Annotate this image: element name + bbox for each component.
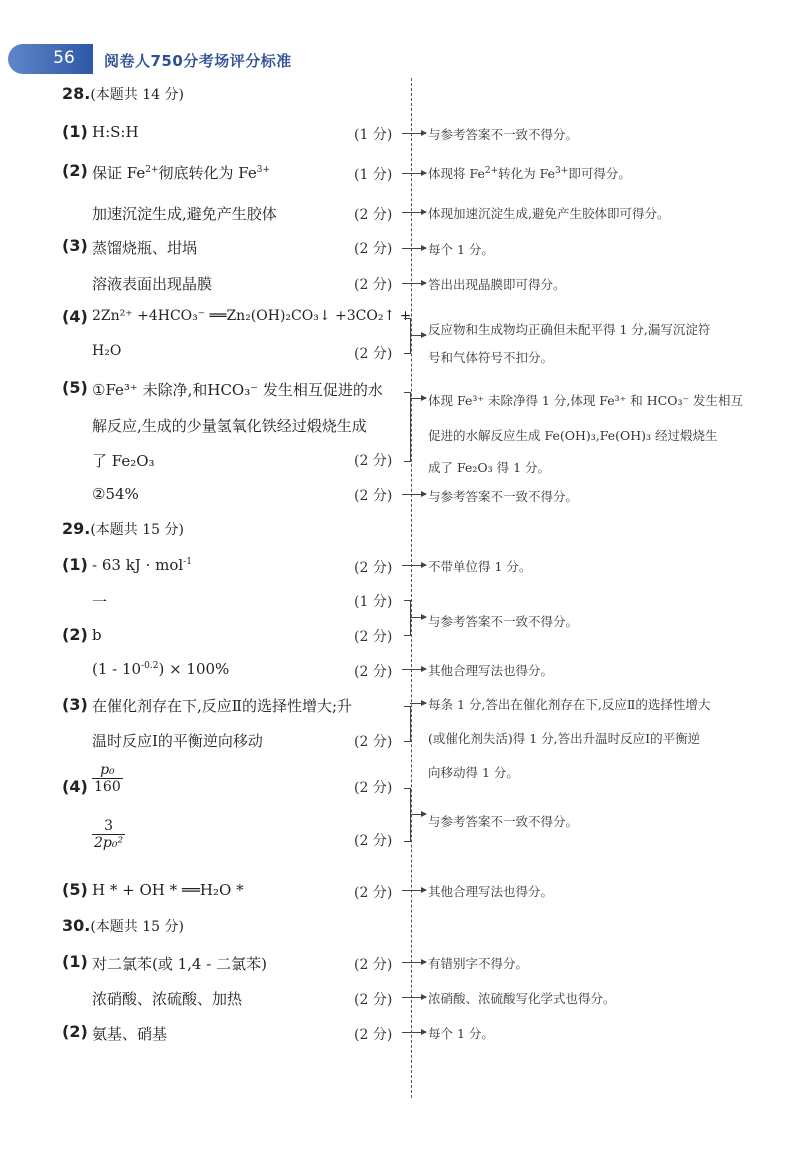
score: (2 分) [354, 453, 393, 469]
score: (2 分) [354, 488, 393, 504]
grading-comment: 有错别字不得分。 [428, 956, 529, 971]
fraction: $\frac{\text{p₀}}{160}$ [94, 762, 121, 796]
score: (2 分) [354, 629, 393, 645]
answer-text: 保证 $Fe^{2+}$彻底转化为 $Fe^{3+}$ [92, 164, 271, 182]
arrow-icon [402, 669, 426, 670]
arrow-icon [402, 212, 426, 213]
arrow-icon [410, 617, 426, 618]
answer-line: 在催化剂存在下,反应Ⅱ的选择性增大;升 [92, 697, 353, 715]
arrow-icon [402, 133, 426, 134]
equation-line: 2Zn²⁺ +4HCO₃⁻ ══Zn₂(OH)₂CO₃↓ +3CO₂↑ + [92, 308, 412, 324]
arrow-icon [402, 997, 426, 998]
score: (2 分) [354, 346, 393, 362]
part-number: (5) [62, 378, 88, 397]
answer-text: H * + OH * ══H₂O * [92, 881, 244, 899]
arrow-icon [410, 398, 426, 399]
question-29-heading [62, 519, 184, 539]
answer-line: 解反应,生成的少量氢氧化铁经过煅烧生成 [92, 417, 367, 435]
page-number: 56 [53, 48, 75, 68]
answer-line: ①Fe³⁺ 未除净,和HCO₃⁻ 发生相互促进的水 [92, 381, 383, 399]
part-number: (2) [62, 625, 88, 644]
grading-comment: 其他合理写法也得分。 [428, 884, 554, 899]
grading-comment: (或催化剂失活)得 1 分,答出升温时反应Ⅰ的平衡逆 [428, 731, 701, 746]
arrow-icon [402, 494, 426, 495]
part-number: (2) [62, 161, 88, 180]
grading-comment: 向移动得 1 分。 [428, 765, 519, 780]
score: (2 分) [354, 241, 393, 257]
score: (2 分) [354, 277, 393, 293]
grading-comment: 促进的水解反应生成 Fe(OH)₃,Fe(OH)₃ 经过煅烧生 [428, 428, 718, 443]
score: (2 分) [354, 957, 393, 973]
part-number: (1) [62, 555, 88, 574]
arrow-icon [402, 962, 426, 963]
arrow-icon [402, 173, 426, 174]
question-number: 28. [62, 84, 91, 103]
arrow-icon [402, 1032, 426, 1033]
question-28-heading [62, 84, 184, 104]
grading-comment: 答出出现晶膜即可得分。 [428, 277, 566, 292]
score: (1 分) [354, 594, 393, 610]
score: (2 分) [354, 734, 393, 750]
answer-text: 溶液表面出现晶膜 [92, 275, 213, 293]
grading-comment: 每条 1 分,答出在催化剂存在下,反应Ⅱ的选择性增大 [428, 697, 711, 712]
answer-text: ②54% [92, 485, 139, 503]
answer-line: 温时反应Ⅰ的平衡逆向移动 [92, 732, 263, 750]
part-number: (5) [62, 880, 88, 899]
arrow-icon [410, 814, 426, 815]
part-number: (1) [62, 952, 88, 971]
grading-comment: 体现 Fe³⁺ 未除净得 1 分,体现 Fe³⁺ 和 HCO₃⁻ 发生相互 [428, 393, 744, 408]
center-dashed-divider [411, 78, 412, 1098]
answer-text: 浓硝酸、浓硫酸、加热 [92, 990, 243, 1008]
answer-text: 加速沉淀生成,避免产生胶体 [92, 205, 277, 223]
answer-text: $(1 - 10^{-0.2}) \times 100\%$ [92, 660, 230, 678]
part-number: (3) [62, 236, 88, 255]
answer-text: 氨基、硝基 [92, 1025, 168, 1043]
arrow-icon [402, 890, 426, 891]
grading-comment: 不带单位得 1 分。 [428, 559, 532, 574]
header-title: 阅卷人750分考场评分标准 [104, 52, 292, 70]
bracket-icon [404, 600, 411, 636]
score: (2 分) [354, 780, 393, 796]
question-30-heading [62, 916, 184, 936]
part-number: (4) [62, 307, 88, 326]
score: (2 分) [354, 1027, 393, 1043]
grading-comment: 与参考答案不一致不得分。 [428, 127, 579, 142]
question-number: 29. [62, 519, 91, 538]
bracket-icon [404, 706, 411, 742]
grading-comment: 其他合理写法也得分。 [428, 663, 554, 678]
score: (2 分) [354, 664, 393, 680]
grading-comment: 体现加速沉淀生成,避免产生胶体即可得分。 [428, 206, 670, 221]
arrow-icon [402, 248, 426, 249]
answer-text: b [92, 626, 102, 644]
score: (1 分) [354, 167, 393, 183]
part-number: (1) [62, 122, 88, 141]
arrow-icon [402, 283, 426, 284]
score: (2 分) [354, 992, 393, 1008]
grading-comment: 反应物和生成物均正确但未配平得 1 分,漏写沉淀符 [428, 322, 711, 337]
answer-text: - 63 kJ · mol$^{-1}$ [92, 556, 192, 574]
grading-comment: 与参考答案不一致不得分。 [428, 614, 579, 629]
arrow-icon [402, 565, 426, 566]
question-score-note: (本题共 15 分) [90, 522, 184, 538]
grading-comment: 与参考答案不一致不得分。 [428, 489, 579, 504]
score: (2 分) [354, 207, 393, 223]
grading-comment: 每个 1 分。 [428, 242, 494, 257]
grading-comment: 成了 Fe₂O₃ 得 1 分。 [428, 460, 551, 475]
answer-text: 蒸馏烧瓶、坩埚 [92, 239, 198, 257]
answer-line: 了 Fe₂O₃ [92, 452, 155, 470]
part-number: (4) [62, 777, 88, 796]
part-number: (2) [62, 1022, 88, 1041]
grading-comment: 与参考答案不一致不得分。 [428, 814, 579, 829]
grading-comment: 号和气体符号不扣分。 [428, 350, 554, 365]
grading-comment: 体现将 $Fe^{2+}$转化为 $Fe^{3+}$即可得分。 [428, 165, 631, 181]
answer-text: 一 [92, 593, 108, 611]
question-score-note: (本题共 14 分) [90, 87, 184, 103]
score: (2 分) [354, 885, 393, 901]
score: (1 分) [354, 127, 393, 143]
arrow-icon [410, 335, 426, 336]
grading-comment: 每个 1 分。 [428, 1026, 494, 1041]
bracket-icon [404, 318, 411, 354]
bracket-icon [404, 788, 411, 842]
fraction: $\frac{3}{\text{2p₀²}}$ [94, 818, 124, 852]
question-number: 30. [62, 916, 91, 935]
equation-line: H₂O [92, 343, 122, 359]
answer-text: H:S:H [92, 123, 139, 141]
question-score-note: (本题共 15 分) [90, 919, 184, 935]
arrow-icon [410, 703, 426, 704]
answer-text: 对二氯苯(或 1,4 - 二氯苯) [92, 955, 267, 973]
part-number: (3) [62, 695, 88, 714]
score: (2 分) [354, 560, 393, 576]
score: (2 分) [354, 833, 393, 849]
grading-comment: 浓硝酸、浓硫酸写化学式也得分。 [428, 991, 616, 1006]
bracket-icon [404, 392, 411, 462]
